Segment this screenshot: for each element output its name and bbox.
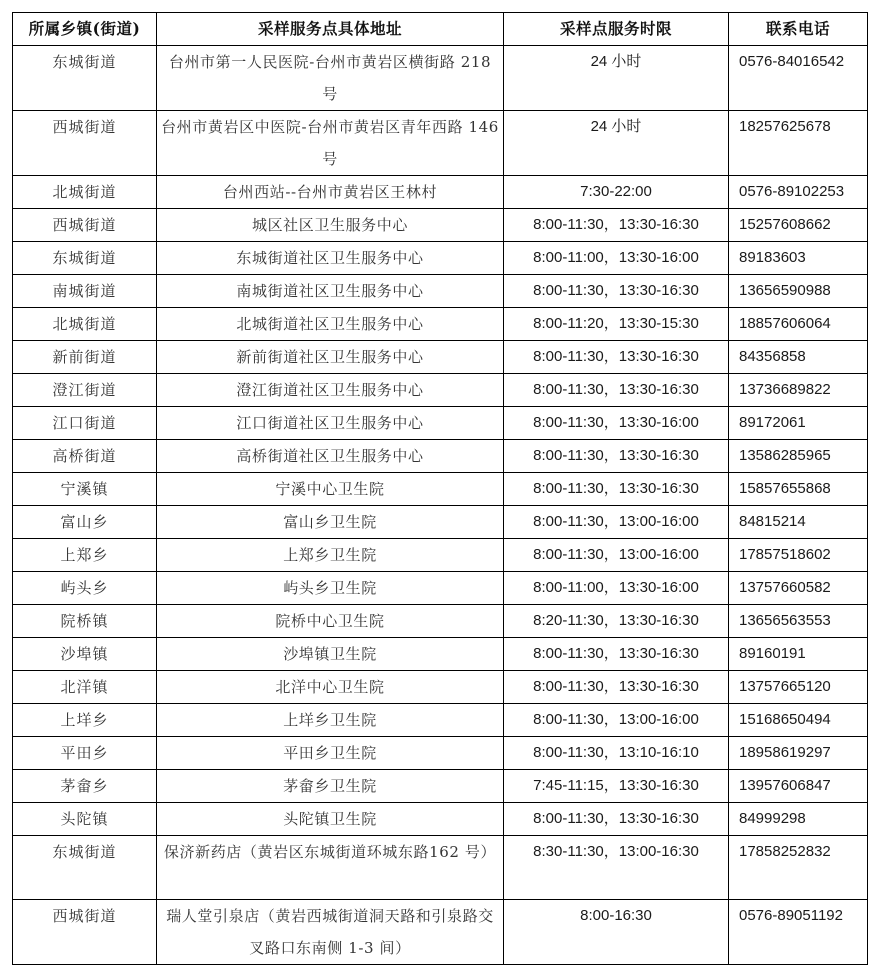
town-cell: 沙埠镇	[13, 638, 157, 671]
hours-cell: 8:00-11:30，13:30-16:30	[504, 803, 729, 836]
hours-cell: 8:00-11:30，13:30-16:30	[504, 341, 729, 374]
phone-cell: 15857655868	[729, 473, 868, 506]
town-cell: 高桥街道	[13, 440, 157, 473]
address-cell: 台州市第一人民医院-台州市黄岩区横街路 218 号	[157, 46, 504, 111]
phone-cell: 89183603	[729, 242, 868, 275]
address-cell: 台州西站--台州市黄岩区王林村	[157, 176, 504, 209]
hours-cell: 8:00-11:30，13:10-16:10	[504, 737, 729, 770]
address-cell: 台州市黄岩区中医院-台州市黄岩区青年西路 146 号	[157, 111, 504, 176]
hours-cell: 8:00-11:20，13:30-15:30	[504, 308, 729, 341]
town-cell: 北洋镇	[13, 671, 157, 704]
table-row	[13, 836, 868, 900]
address-cell: 北城街道社区卫生服务中心	[157, 308, 504, 341]
town-cell: 北城街道	[13, 308, 157, 341]
town-cell: 东城街道	[13, 836, 157, 900]
hours-cell: 8:00-11:30，13:00-16:00	[504, 506, 729, 539]
sampling-sites-table	[12, 12, 868, 965]
town-cell: 上郑乡	[13, 539, 157, 572]
phone-cell: 18958619297	[729, 737, 868, 770]
table-row	[13, 308, 868, 341]
address-cell: 新前街道社区卫生服务中心	[157, 341, 504, 374]
town-cell: 北城街道	[13, 176, 157, 209]
address-cell: 保济新药店（黄岩区东城街道环城东路162 号）	[157, 836, 504, 900]
table-row	[13, 176, 868, 209]
town-cell: 东城街道	[13, 242, 157, 275]
phone-cell: 18857606064	[729, 308, 868, 341]
hours-cell: 8:00-11:00，13:30-16:00	[504, 242, 729, 275]
hours-cell: 8:00-11:30，13:30-16:30	[504, 473, 729, 506]
table-row	[13, 374, 868, 407]
table-row	[13, 111, 868, 176]
table-row	[13, 638, 868, 671]
phone-cell: 13656590988	[729, 275, 868, 308]
table-row	[13, 341, 868, 374]
table-row	[13, 46, 868, 111]
hours-cell: 8:00-11:30，13:30-16:30	[504, 209, 729, 242]
phone-cell: 84356858	[729, 341, 868, 374]
phone-cell: 0576-84016542	[729, 46, 868, 111]
phone-cell: 18257625678	[729, 111, 868, 176]
hours-cell: 8:00-11:30，13:30-16:30	[504, 275, 729, 308]
header-hours: 采样点服务时限	[504, 13, 729, 46]
phone-cell: 13957606847	[729, 770, 868, 803]
table-row	[13, 900, 868, 965]
phone-cell: 17858252832	[729, 836, 868, 900]
town-cell: 屿头乡	[13, 572, 157, 605]
hours-cell: 24 小时	[504, 46, 729, 111]
town-cell: 上垟乡	[13, 704, 157, 737]
phone-cell: 0576-89051192	[729, 900, 868, 965]
phone-cell: 13736689822	[729, 374, 868, 407]
phone-cell: 84999298	[729, 803, 868, 836]
table-row	[13, 407, 868, 440]
town-cell: 平田乡	[13, 737, 157, 770]
hours-cell: 8:00-11:30，13:00-16:00	[504, 539, 729, 572]
hours-cell: 8:00-11:00，13:30-16:00	[504, 572, 729, 605]
table-row	[13, 803, 868, 836]
town-cell: 头陀镇	[13, 803, 157, 836]
address-cell: 上垟乡卫生院	[157, 704, 504, 737]
phone-cell: 15168650494	[729, 704, 868, 737]
town-cell: 富山乡	[13, 506, 157, 539]
header-phone: 联系电话	[729, 13, 868, 46]
address-cell: 高桥街道社区卫生服务中心	[157, 440, 504, 473]
phone-cell: 84815214	[729, 506, 868, 539]
phone-cell: 15257608662	[729, 209, 868, 242]
address-cell: 上郑乡卫生院	[157, 539, 504, 572]
hours-cell: 8:00-11:30，13:30-16:30	[504, 671, 729, 704]
hours-cell: 7:45-11:15，13:30-16:30	[504, 770, 729, 803]
address-cell: 江口街道社区卫生服务中心	[157, 407, 504, 440]
address-cell: 沙埠镇卫生院	[157, 638, 504, 671]
address-cell: 城区社区卫生服务中心	[157, 209, 504, 242]
town-cell: 新前街道	[13, 341, 157, 374]
address-cell: 茅畲乡卫生院	[157, 770, 504, 803]
address-cell: 院桥中心卫生院	[157, 605, 504, 638]
hours-cell: 8:30-11:30，13:00-16:30	[504, 836, 729, 900]
town-cell: 茅畲乡	[13, 770, 157, 803]
address-cell: 东城街道社区卫生服务中心	[157, 242, 504, 275]
hours-cell: 8:00-11:30，13:30-16:30	[504, 374, 729, 407]
phone-cell: 13757660582	[729, 572, 868, 605]
hours-cell: 24 小时	[504, 111, 729, 176]
phone-cell: 13656563553	[729, 605, 868, 638]
phone-cell: 89160191	[729, 638, 868, 671]
hours-cell: 8:00-11:30，13:00-16:00	[504, 704, 729, 737]
table-row	[13, 209, 868, 242]
town-cell: 东城街道	[13, 46, 157, 111]
phone-cell: 0576-89102253	[729, 176, 868, 209]
hours-cell: 8:00-11:30，13:30-16:30	[504, 638, 729, 671]
address-cell: 北洋中心卫生院	[157, 671, 504, 704]
town-cell: 西城街道	[13, 900, 157, 965]
hours-cell: 7:30-22:00	[504, 176, 729, 209]
header-town: 所属乡镇(街道)	[13, 13, 157, 46]
town-cell: 西城街道	[13, 209, 157, 242]
hours-cell: 8:20-11:30，13:30-16:30	[504, 605, 729, 638]
phone-cell: 89172061	[729, 407, 868, 440]
hours-cell: 8:00-16:30	[504, 900, 729, 965]
phone-cell: 17857518602	[729, 539, 868, 572]
table-header-row	[13, 13, 868, 46]
hours-cell: 8:00-11:30，13:30-16:00	[504, 407, 729, 440]
phone-cell: 13757665120	[729, 671, 868, 704]
table-row	[13, 506, 868, 539]
address-cell: 富山乡卫生院	[157, 506, 504, 539]
table-row	[13, 242, 868, 275]
table-row	[13, 770, 868, 803]
table-row	[13, 440, 868, 473]
table-row	[13, 473, 868, 506]
address-cell: 澄江街道社区卫生服务中心	[157, 374, 504, 407]
address-cell: 平田乡卫生院	[157, 737, 504, 770]
table-row	[13, 539, 868, 572]
town-cell: 宁溪镇	[13, 473, 157, 506]
address-cell: 宁溪中心卫生院	[157, 473, 504, 506]
phone-cell: 13586285965	[729, 440, 868, 473]
town-cell: 院桥镇	[13, 605, 157, 638]
table-row	[13, 572, 868, 605]
table-row	[13, 275, 868, 308]
town-cell: 南城街道	[13, 275, 157, 308]
town-cell: 江口街道	[13, 407, 157, 440]
address-cell: 头陀镇卫生院	[157, 803, 504, 836]
town-cell: 澄江街道	[13, 374, 157, 407]
town-cell: 西城街道	[13, 111, 157, 176]
table-row	[13, 671, 868, 704]
address-cell: 南城街道社区卫生服务中心	[157, 275, 504, 308]
address-cell: 屿头乡卫生院	[157, 572, 504, 605]
table-row	[13, 605, 868, 638]
header-address: 采样服务点具体地址	[157, 13, 504, 46]
address-cell: 瑞人堂引泉店（黄岩西城街道洞天路和引泉路交叉路口东南侧 1-3 间）	[157, 900, 504, 965]
table-row	[13, 737, 868, 770]
table-row	[13, 704, 868, 737]
hours-cell: 8:00-11:30，13:30-16:30	[504, 440, 729, 473]
